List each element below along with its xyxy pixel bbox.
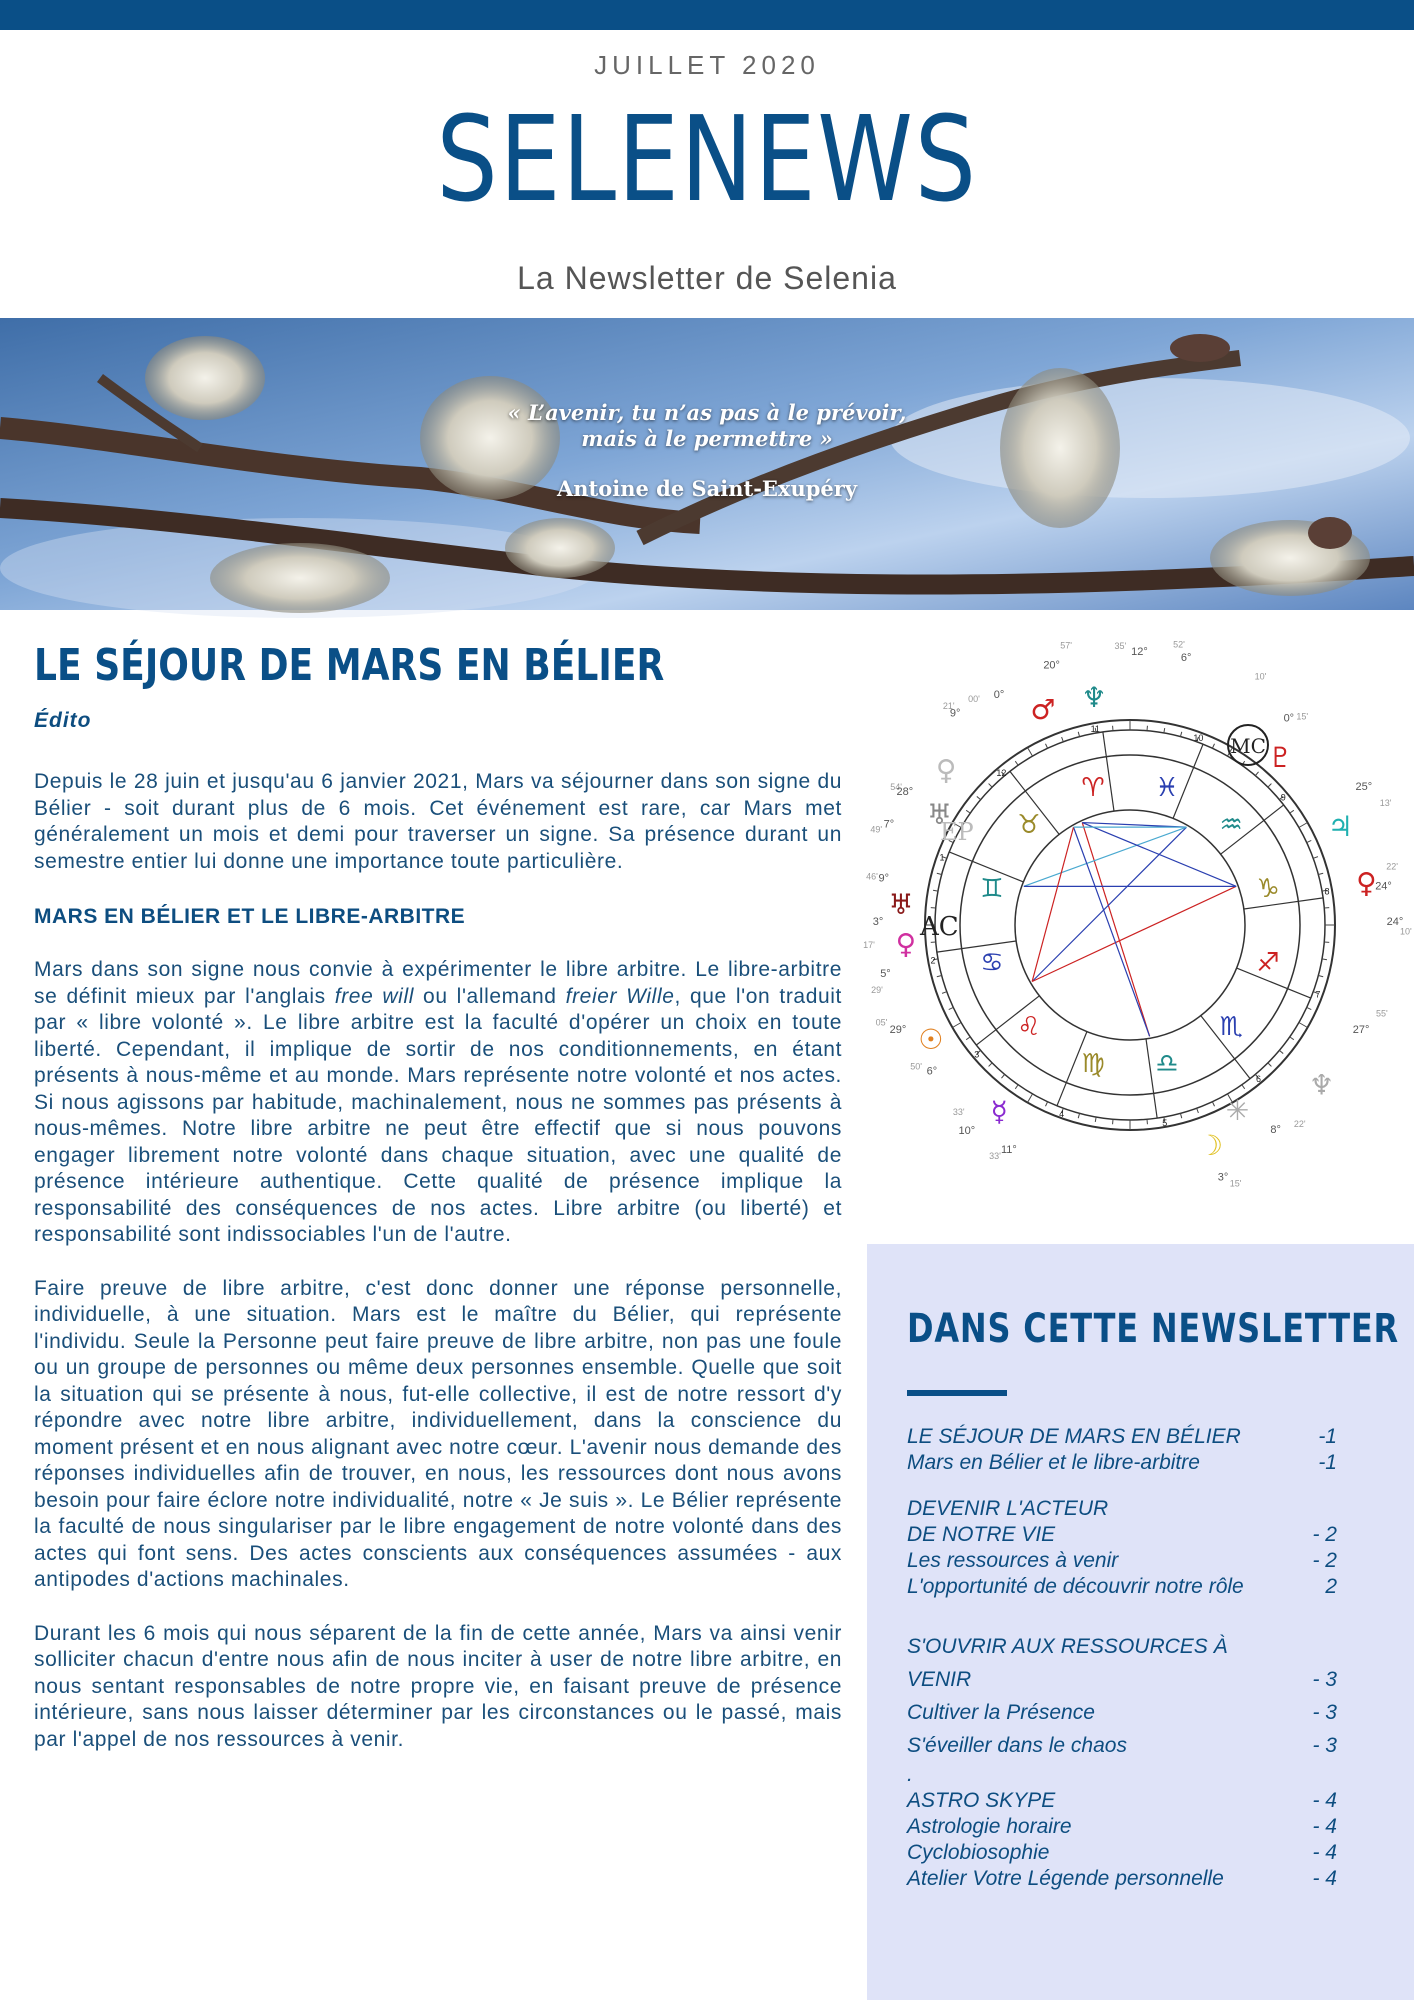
issue-month: JUILLET 2020 bbox=[594, 50, 820, 80]
planet-glyph-icon: ☽ bbox=[1197, 1128, 1223, 1162]
tick-mark bbox=[1015, 761, 1018, 765]
tick-mark bbox=[1268, 784, 1272, 788]
tick-mark bbox=[937, 975, 942, 976]
tick-mark bbox=[1197, 1108, 1199, 1113]
zodiac-glyph-icon: ♊ bbox=[980, 873, 1004, 904]
degree-label: 57' bbox=[1060, 640, 1072, 651]
toc-item-title: LE SÉJOUR DE MARS EN BÉLIER bbox=[907, 1425, 1241, 1448]
degree-label: 0° bbox=[1283, 712, 1295, 725]
degree-label: 15' bbox=[1229, 1178, 1242, 1189]
house-number: 4 bbox=[1059, 1108, 1065, 1119]
degree-label: 55' bbox=[1375, 1008, 1388, 1019]
house-number: 7 bbox=[1315, 989, 1321, 1000]
hero-banner bbox=[0, 318, 1414, 610]
toc-item[interactable] bbox=[907, 1788, 1337, 1814]
toc-item-page: - 4 bbox=[1312, 1867, 1337, 1890]
tick-mark bbox=[952, 1023, 961, 1028]
tick-mark bbox=[1212, 744, 1214, 749]
degree-label: 33' bbox=[952, 1107, 965, 1118]
house-number: 2 bbox=[930, 955, 936, 966]
degree-label: 29° bbox=[889, 1024, 907, 1037]
top-bar bbox=[0, 0, 1414, 30]
toc-item-page: - 4 bbox=[1312, 1789, 1337, 1812]
toc-item-page: - 4 bbox=[1312, 1815, 1337, 1838]
house-number: 10 bbox=[1193, 733, 1204, 744]
tick-mark bbox=[1307, 1007, 1312, 1009]
toc-item-title: Mars en Bélier et le libre-arbitre bbox=[907, 1451, 1200, 1474]
tick-mark bbox=[942, 992, 947, 994]
house-number: 6 bbox=[1256, 1074, 1262, 1085]
quote-author: Antoine de Saint-Exupéry bbox=[556, 476, 858, 501]
tick-mark bbox=[1028, 747, 1033, 756]
degree-label: 12° bbox=[1131, 646, 1148, 659]
toc-item-title: DEVENIR L'ACTEUR bbox=[907, 1497, 1109, 1520]
zodiac-glyph-icon: ♒ bbox=[1219, 809, 1243, 840]
toc-item[interactable] bbox=[907, 1729, 1337, 1762]
toc-item-title: Atelier Votre Légende personnelle bbox=[907, 1867, 1224, 1890]
degree-label: 8° bbox=[1270, 1124, 1281, 1137]
degree-label: 05' bbox=[875, 1017, 888, 1028]
degree-label: 25° bbox=[1355, 781, 1373, 793]
zodiac-glyph-icon: ♍ bbox=[1081, 1049, 1105, 1080]
degree-label: 22' bbox=[1386, 861, 1399, 872]
degree-label: 20° bbox=[1043, 659, 1060, 672]
tick-mark bbox=[1279, 1050, 1283, 1053]
degree-label: 24° bbox=[1386, 916, 1404, 928]
tick-mark bbox=[1268, 1063, 1272, 1067]
tick-mark bbox=[1062, 737, 1064, 742]
tick-mark bbox=[1180, 732, 1181, 737]
degree-label: 11° bbox=[1000, 1143, 1017, 1156]
degree-label: 33' bbox=[989, 1150, 1001, 1161]
edito-label: Édito bbox=[34, 709, 92, 732]
toc-item-title: Astrologie horaire bbox=[907, 1815, 1072, 1838]
toc-item[interactable] bbox=[907, 1840, 1337, 1866]
midheaven-label: MC bbox=[1230, 734, 1266, 758]
toc-item-page: - 3 bbox=[1312, 1701, 1337, 1724]
article-paragraph-2: Mars dans son signe nous convie à expérimenter le libre arbitre. Le libre-arbitre se définit mieux par l'anglais free will ou l'allemand freier Wille, que l'on traduit par « libre volonté ». Le libre arbitre est la faculté d'opérer un choix en toute liberté. Cependant, il implique de sortir de nos conditionnements, en étant présents à nous-même et au monde. Mars représente notre volonté et nos actes. Si nous agissons par habitude, machinalement, nous ne sommes pas présents à nous-mêmes. Notre libre arbitre ne peut être effectif que si nous pouvons engager librement notre volonté dans chaque situation, avec une qualité de présence intérieure authentique. Cette qualité de présence implique la responsabilité des conséquences de nos actes. Libre arbitre (ou liberté) et responsabilité sont indissociables l'un de l'autre. bbox=[34, 958, 842, 1246]
tick-mark bbox=[1290, 1037, 1294, 1040]
tick-mark bbox=[937, 873, 942, 874]
tick-mark bbox=[1290, 810, 1294, 813]
toc-item[interactable] bbox=[907, 1663, 1337, 1696]
tick-mark bbox=[1164, 728, 1165, 733]
degree-label: 49' bbox=[870, 824, 883, 835]
tick-mark bbox=[1095, 1117, 1096, 1122]
degree-label: 10' bbox=[1399, 926, 1412, 937]
zodiac-glyph-icon: ♐ bbox=[1256, 948, 1280, 979]
toc-item-page: 2 bbox=[1325, 1575, 1337, 1598]
hero-quote bbox=[0, 400, 1414, 452]
section-heading: MARS EN BÉLIER ET LE LIBRE-ARBITRE bbox=[34, 905, 466, 928]
tick-mark bbox=[1015, 1085, 1018, 1089]
tick-mark bbox=[966, 1037, 970, 1040]
tick-mark bbox=[1078, 732, 1079, 737]
house-number: 1 bbox=[939, 852, 945, 863]
toc-item-title: Cultiver la Présence bbox=[907, 1701, 1095, 1724]
house-number: 9 bbox=[1280, 792, 1286, 803]
quote-line-1: « L’avenir, tu n’as pas à le prévoir, bbox=[507, 400, 907, 425]
degree-label: 00' bbox=[968, 694, 980, 705]
zodiac-glyph-icon: ♌ bbox=[1017, 1012, 1041, 1043]
tick-mark bbox=[989, 784, 993, 788]
tick-mark bbox=[1255, 772, 1258, 776]
toc-item-title: S'éveiller dans le chaos bbox=[907, 1734, 1127, 1757]
degree-label: 6° bbox=[1180, 651, 1192, 664]
zodiac-glyph-icon: ♉ bbox=[1017, 809, 1041, 840]
quote-line-2: mais à le permettre » bbox=[581, 426, 833, 451]
degree-label: 13' bbox=[1379, 797, 1392, 808]
hero-image bbox=[0, 318, 1414, 610]
toc-item[interactable] bbox=[907, 1630, 1337, 1663]
degree-label: 0° bbox=[993, 689, 1005, 702]
toc-item-page: - 3 bbox=[1312, 1734, 1337, 1757]
planet-glyph-icon: ♀ bbox=[1356, 866, 1377, 900]
tick-mark bbox=[1045, 744, 1047, 749]
tick-mark bbox=[1313, 857, 1318, 859]
degree-label: 21' bbox=[942, 700, 955, 711]
degree-label: 22' bbox=[1293, 1119, 1306, 1130]
degree-label: 29' bbox=[871, 984, 883, 995]
planet-glyph-icon: ♃ bbox=[1327, 809, 1353, 843]
tick-mark bbox=[1322, 959, 1327, 960]
planet-glyph-icon: ♅ bbox=[926, 798, 953, 831]
planet-glyph-icon: ♆ bbox=[1308, 1068, 1335, 1102]
degree-label: 24° bbox=[1375, 880, 1392, 893]
degree-label: 27° bbox=[1352, 1023, 1370, 1036]
house-number: 12 bbox=[996, 767, 1007, 778]
newsletter-subtitle: La Newsletter de Selenia bbox=[517, 260, 897, 296]
tick-mark bbox=[949, 1007, 954, 1009]
degree-label: 6° bbox=[926, 1065, 938, 1078]
toc-item[interactable] bbox=[907, 1424, 1337, 1450]
toc-item[interactable] bbox=[907, 1496, 1337, 1522]
zodiac-glyph-icon: ♈ bbox=[1081, 772, 1105, 803]
tick-mark bbox=[1045, 1102, 1047, 1107]
toc-item[interactable] bbox=[907, 1522, 1337, 1548]
planet-glyph-icon: ♂ bbox=[1030, 692, 1056, 726]
article-title: LE SÉJOUR DE MARS EN BÉLIER bbox=[34, 640, 665, 691]
sidebar-title: DANS CETTE NEWSLETTER bbox=[907, 1306, 1399, 1352]
tick-mark bbox=[1318, 873, 1323, 874]
planet-glyph-icon: ✳ bbox=[1225, 1094, 1250, 1128]
degree-label: 15' bbox=[1296, 711, 1309, 722]
toc-item-page: - 2 bbox=[1312, 1549, 1337, 1572]
ep-label: EP bbox=[940, 818, 974, 846]
degree-label: 5° bbox=[880, 967, 891, 980]
tick-mark bbox=[1180, 1113, 1181, 1118]
toc-item-title: S'OUVRIR AUX RESSOURCES À bbox=[907, 1635, 1228, 1658]
zodiac-glyph-icon: ♓ bbox=[1155, 772, 1179, 803]
toc-item-page: - 2 bbox=[1312, 1523, 1337, 1546]
tick-mark bbox=[1078, 1113, 1079, 1118]
newsletter-brand: SELENEWS bbox=[436, 90, 978, 228]
article-paragraph-3: Faire preuve de libre arbitre, c'est donc donner une réponse personnelle, individuelle, à une situation. Mars est le maître du Bélier, qui représente l'individu. Seule la Personne peut faire preuve de libre arbitre, non pas une foule ou un groupe de personnes ou même deux personnes ensemble. Quelle que soit la situation qui se présente à nous, fut-elle collective, il est de notre ressort d'y répondre avec notre libre arbitre, individuellement, dans la conscience du moment présent et en nous alignant avec notre cœur. L'avenir nous demande des réponses individuelles afin de trouver, en nous, les ressources dont nous avons besoin pour faire éclore notre individualité, notre « Je suis ». Le Bélier représente la faculté de nous singulariser par le libre engagement de notre volonté dans des actes qui font sens. Des actes conscients aux conséquences assumées - aux antipodes d'actions machinales. bbox=[34, 1276, 842, 1591]
toc-item-page: -1 bbox=[1318, 1425, 1337, 1448]
degree-label: 52' bbox=[1173, 639, 1185, 650]
degree-label: 28° bbox=[896, 786, 914, 798]
sidebar bbox=[867, 1244, 1414, 2000]
toc-item[interactable] bbox=[907, 1548, 1337, 1574]
toc-item-title: Les ressources à venir bbox=[907, 1549, 1119, 1572]
degree-label: 50' bbox=[910, 1061, 922, 1072]
tick-mark bbox=[1299, 1023, 1308, 1028]
tick-mark bbox=[933, 890, 938, 891]
degree-label: 35' bbox=[1114, 641, 1127, 652]
toc-item-page: -1 bbox=[1318, 1451, 1337, 1474]
degree-label: 9° bbox=[878, 872, 890, 885]
toc-item-title: L'opportunité de découvrir notre rôle bbox=[907, 1575, 1244, 1598]
ascendant-label: AC bbox=[920, 912, 959, 942]
degree-label: 7° bbox=[883, 818, 895, 831]
tick-mark bbox=[1001, 1074, 1004, 1078]
tick-mark bbox=[1028, 1094, 1033, 1103]
chart-wheel bbox=[925, 720, 1335, 1130]
planet-glyph-icon: ♀ bbox=[895, 927, 917, 961]
toc-item-title: ASTRO SKYPE bbox=[907, 1789, 1056, 1812]
tick-mark bbox=[1307, 840, 1312, 842]
tick-mark bbox=[989, 1063, 993, 1067]
article-paragraph-4: Durant les 6 mois qui nous séparent de la fin de cette année, Mars va ainsi venir solliciter chacun d'entre nous afin de nous inciter à user de notre libre arbitre, en nous sentant responsables de notre propre vie, en faisant preuve de présence intérieure, sans nous laisser déterminer par les circonstances ou le passé, mais par l'appel de nos ressources à venir. bbox=[34, 1621, 842, 1751]
planet-glyph-icon: ♆ bbox=[1081, 680, 1107, 714]
sign-divider bbox=[937, 941, 1016, 952]
article bbox=[34, 640, 842, 1753]
degree-label: 3° bbox=[872, 916, 884, 928]
degree-label: 10' bbox=[1254, 671, 1267, 682]
house-number: 11 bbox=[1090, 724, 1100, 735]
degree-label: 10° bbox=[958, 1124, 976, 1137]
toc-item-page: - 4 bbox=[1312, 1841, 1337, 1864]
house-number: 5 bbox=[1162, 1117, 1168, 1128]
degree-label: 9° bbox=[949, 707, 961, 720]
house-number: 3 bbox=[974, 1049, 980, 1060]
degree-label: 54' bbox=[890, 782, 903, 792]
sidebar-rule bbox=[907, 1390, 1007, 1396]
tick-mark bbox=[966, 810, 970, 813]
toc-item[interactable] bbox=[907, 1814, 1337, 1840]
planet-glyph-icon: ♇ bbox=[1267, 740, 1294, 774]
tick-mark bbox=[1318, 975, 1323, 976]
toc-item-title: VENIR bbox=[907, 1668, 972, 1691]
house-number: 8 bbox=[1324, 886, 1330, 897]
zodiac-glyph-icon: ♏ bbox=[1219, 1012, 1243, 1043]
planet-glyph-icon: ♅ bbox=[888, 887, 914, 921]
planet-glyph-icon: ☉ bbox=[918, 1023, 944, 1056]
toc-item-title: DE NOTRE VIE bbox=[907, 1523, 1056, 1546]
table-of-contents bbox=[907, 1424, 1337, 1892]
toc-item-title: . bbox=[907, 1763, 913, 1786]
degree-label: 46' bbox=[866, 871, 878, 882]
degree-label: 3° bbox=[1217, 1171, 1229, 1184]
toc-item-page: - 3 bbox=[1312, 1668, 1337, 1691]
toc-item[interactable] bbox=[907, 1762, 1337, 1788]
toc-item[interactable] bbox=[907, 1866, 1337, 1892]
zodiac-glyph-icon: ♎ bbox=[1155, 1049, 1179, 1080]
tick-mark bbox=[977, 796, 981, 799]
tick-mark bbox=[1212, 1102, 1214, 1107]
tick-mark bbox=[1242, 1085, 1245, 1089]
planet-glyph-icon: ☿ bbox=[990, 1094, 1008, 1128]
toc-item[interactable] bbox=[907, 1696, 1337, 1729]
inner-ring bbox=[1015, 810, 1245, 1043]
planet-glyph-icon: ♀ bbox=[935, 753, 957, 787]
toc-item-title: Cyclobiosophie bbox=[907, 1841, 1050, 1864]
toc-item[interactable] bbox=[907, 1450, 1337, 1476]
toc-item[interactable] bbox=[907, 1574, 1337, 1600]
zodiac-glyph-icon: ♑ bbox=[1256, 873, 1280, 904]
zodiac-glyph-icon: ♋ bbox=[980, 948, 1004, 979]
degree-label: 17' bbox=[863, 939, 875, 950]
article-paragraph-1: Depuis le 28 juin et jusqu'au 6 janvier 2021, Mars va séjourner dans son signe du Bélier - soit durant plus de 6 mois. Cet événement est rare, car Mars met généralement un mois et demi pour traverser un signe. Sa présence durant un semestre entier lui donne une importance toute particulière. bbox=[34, 770, 842, 873]
tick-mark bbox=[1299, 823, 1308, 828]
astrological-chart bbox=[863, 639, 1412, 1189]
